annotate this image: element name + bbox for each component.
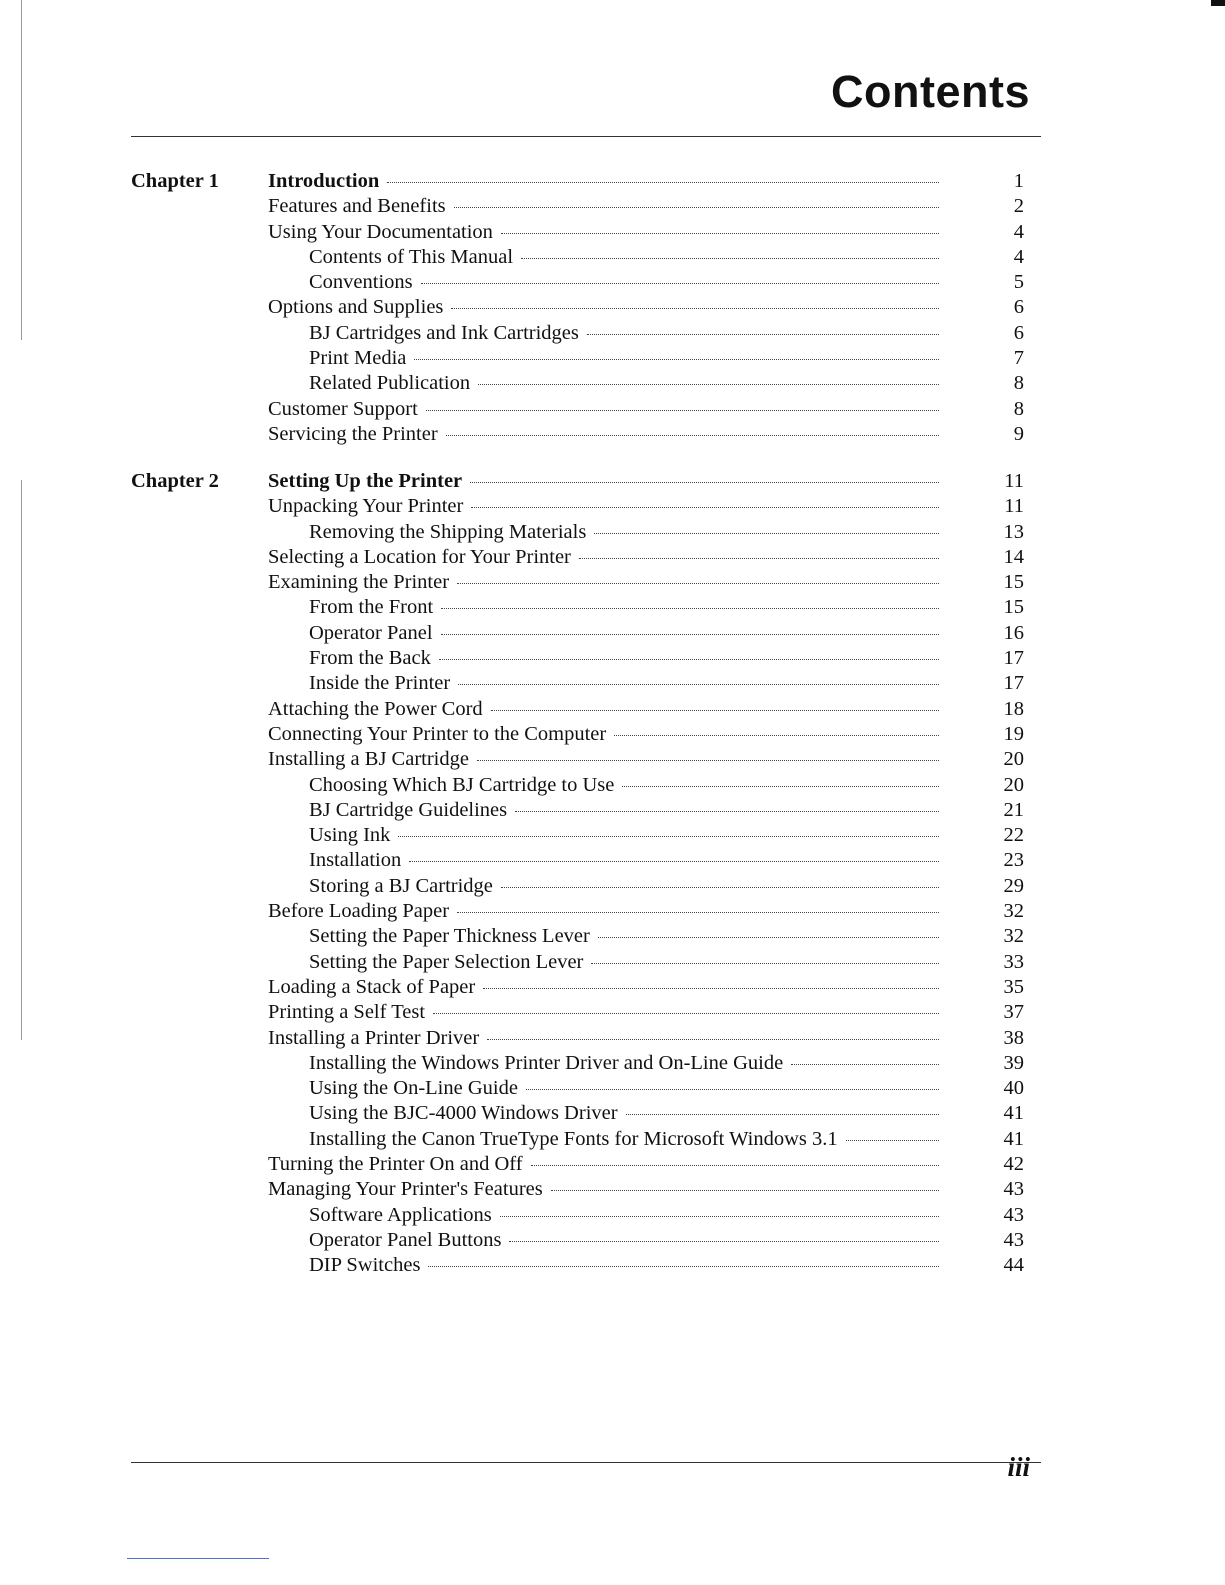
toc-entry-page: 38 [1003,1026,1024,1049]
toc-entry-page: 41 [1003,1127,1024,1150]
toc-entry-title: Setting the Paper Selection Lever [309,950,584,973]
dot-leader [454,207,939,208]
toc-entry-title: Installing a BJ Cartridge [268,748,469,771]
toc-entry [268,397,1041,422]
chapter-label: Chapter 1 [131,170,219,192]
toc-entry-title: Related Publication [309,372,471,395]
dot-leader [846,1140,939,1141]
toc-entry-title: Storing a BJ Cartridge [309,874,493,897]
toc-entry-page: 43 [1003,1228,1024,1251]
toc-entry-title: Print Media [309,347,407,370]
chapter-label: Chapter 2 [131,470,219,492]
toc-entry [268,1026,1041,1051]
dot-leader [614,735,939,736]
toc-entry [268,671,1041,696]
dot-leader [587,334,939,335]
dot-leader [409,861,939,862]
dot-leader [491,710,939,711]
toc-entry-page: 43 [1003,1203,1024,1226]
dot-leader [500,1216,939,1217]
dot-leader [515,811,939,812]
toc-entry-title: Installing a Printer Driver [268,1026,480,1049]
toc-entry-title: Before Loading Paper [268,900,450,923]
toc-entry [268,621,1041,646]
toc-entry-page: 39 [1003,1051,1024,1074]
dot-leader [551,1190,939,1191]
toc-entry [268,823,1041,848]
toc-entry-page: 6 [1013,296,1024,319]
toc-entry [268,1177,1041,1202]
toc-entry-page: 42 [1003,1153,1024,1176]
toc-entry-page: 16 [1003,621,1024,644]
page-title: Contents [831,66,1030,117]
dot-leader [414,359,939,360]
toc-entry [268,194,1041,219]
toc-entry-title: Operator Panel [309,621,433,644]
toc-entry-title: Conventions [309,271,413,294]
dot-leader [509,1241,939,1242]
toc-entry-page: 35 [1003,975,1024,998]
dot-leader [457,583,939,584]
toc-entry-page: 11 [1004,495,1024,518]
toc-entry-page: 15 [1003,596,1024,619]
toc-entry-title: Connecting Your Printer to the Computer [268,722,607,745]
toc-entry-page: 21 [1003,798,1024,821]
toc-entry-page: 20 [1003,748,1024,771]
toc-entry-title: Using Your Documentation [268,220,493,243]
toc-entry [268,798,1041,823]
toc-entry-page: 23 [1003,849,1024,872]
toc-entry-title: Installation [309,849,402,872]
toc-entry-title: Selecting a Location for Your Printer [268,545,571,568]
dot-leader [471,507,939,508]
toc-entry-title: Options and Supplies [268,296,444,319]
toc-entry [268,545,1041,570]
dot-leader [622,786,939,787]
toc-entry-page: 17 [1003,672,1024,695]
toc-entry [268,924,1041,949]
dot-leader [579,558,939,559]
toc-entry [268,747,1041,772]
toc-entry-title: Using the BJC-4000 Windows Driver [309,1102,618,1125]
dot-leader [457,912,939,913]
dot-leader [531,1165,939,1166]
toc-entry-title: Examining the Printer [268,571,450,594]
toc-entry [268,646,1041,671]
dot-leader [433,1013,939,1014]
dot-leader [387,182,939,183]
dot-leader [501,233,939,234]
dot-leader [626,1114,939,1115]
toc-entry [268,469,1041,494]
toc-entry-page: 4 [1013,220,1024,243]
toc-entry [268,595,1041,620]
toc-entry [268,1228,1041,1253]
toc-entry [268,1127,1041,1152]
toc-entry [268,245,1041,270]
toc-entry-page: 13 [1003,520,1024,543]
toc-entry-title: Attaching the Power Cord [268,697,483,720]
toc-entry [268,570,1041,595]
scan-edge-line [21,0,22,340]
toc-entry [268,169,1041,194]
dot-leader [470,482,939,483]
toc-entry [268,494,1041,519]
toc-entry-page: 11 [1004,470,1024,492]
toc-entry-page: 8 [1013,372,1024,395]
toc-entry [268,975,1041,1000]
toc-entry-title: Inside the Printer [309,672,451,695]
toc-entry [268,899,1041,924]
dot-leader [521,258,939,259]
toc-entry [268,371,1041,396]
toc-entry-title: Introduction [268,170,380,192]
toc-entry-page: 33 [1003,950,1024,973]
toc-entry-title: Unpacking Your Printer [268,495,464,518]
toc-entry-page: 44 [1003,1254,1024,1277]
scan-footer-line [127,1558,269,1559]
toc-entry-page: 8 [1013,397,1024,420]
toc-entry-title: Installing the Canon TrueType Fonts for Microsoft Windows 3.1 [309,1127,838,1150]
dot-leader [501,887,939,888]
toc-entry [268,1253,1041,1278]
toc-entry-title: Turning the Printer On and Off [268,1153,523,1176]
toc-entry-title: From the Front [309,596,434,619]
toc-entry-title: Customer Support [268,397,418,420]
toc-entry-title: Using Ink [309,824,391,847]
toc-entry-title: Loading a Stack of Paper [268,975,476,998]
toc-entry-page: 40 [1003,1077,1024,1100]
toc-entry [268,874,1041,899]
toc-entry [268,1152,1041,1177]
toc-entry-page: 37 [1003,1001,1024,1024]
toc-entry-page: 22 [1003,824,1024,847]
toc-entry-page: 14 [1003,545,1024,568]
toc-entry-title: Setting the Paper Thickness Lever [309,925,590,948]
header-rule [131,136,1041,137]
toc-entry-title: Servicing the Printer [268,422,438,445]
toc-entry-title: Using the On-Line Guide [309,1077,518,1100]
toc-entry-page: 7 [1013,347,1024,370]
dot-leader [526,1089,939,1090]
toc-entry-title: Installing the Windows Printer Driver and On-Line Guide [309,1051,784,1074]
toc-entry [268,1203,1041,1228]
toc-entry [268,346,1041,371]
dot-leader [478,384,939,385]
toc-entry [268,1000,1041,1025]
toc-entry-page: 4 [1013,245,1024,268]
dot-leader [426,410,939,411]
toc-entry-title: BJ Cartridges and Ink Cartridges [309,321,579,344]
dot-leader [446,435,939,436]
toc-entry [268,520,1041,545]
scan-edge-line [21,480,22,1040]
toc-entry-page: 5 [1013,271,1024,294]
toc-entry-page: 43 [1003,1178,1024,1201]
toc-entry-title: From the Back [309,647,431,670]
toc-entry-page: 6 [1013,321,1024,344]
dot-leader [477,760,939,761]
toc-entry [268,270,1041,295]
toc-entry [268,848,1041,873]
dot-leader [458,684,939,685]
dot-leader [791,1064,939,1065]
toc-entry-page: 17 [1003,647,1024,670]
toc-entry-page: 32 [1003,925,1024,948]
toc-entry-page: 29 [1003,874,1024,897]
toc-entry [268,950,1041,975]
dot-leader [451,308,939,309]
toc-entries [268,469,1041,1279]
toc-entry [268,773,1041,798]
toc-entry-page: 18 [1003,697,1024,720]
toc-entry-page: 19 [1003,722,1024,745]
toc-entry [268,295,1041,320]
scan-corner-mark [1211,0,1225,6]
page-number: iii [1007,1452,1030,1482]
toc-entry-page: 2 [1013,195,1024,218]
toc-entry [268,422,1041,447]
dot-leader [421,283,939,284]
dot-leader [428,1266,939,1267]
toc-entry-title: Software Applications [309,1203,492,1226]
toc-entry-title: BJ Cartridge Guidelines [309,798,508,821]
toc-entry-title: Removing the Shipping Materials [309,520,587,543]
dot-leader [591,963,939,964]
toc-entry [268,1076,1041,1101]
dot-leader [441,634,939,635]
toc-entry-title: Features and Benefits [268,195,446,218]
toc-entry [268,220,1041,245]
toc-entry-page: 15 [1003,571,1024,594]
dot-leader [439,659,939,660]
toc-entry-page: 32 [1003,900,1024,923]
toc-entry [268,722,1041,747]
toc-entry-page: 20 [1003,773,1024,796]
toc-entry-title: Managing Your Printer's Features [268,1178,543,1201]
toc-entry-page: 1 [1013,170,1024,192]
toc-entry [268,1051,1041,1076]
toc-entry [268,321,1041,346]
dot-leader [594,533,939,534]
toc-entry-title: Contents of This Manual [309,245,514,268]
dot-leader [441,608,939,609]
toc-entry [268,697,1041,722]
toc-entry-title: Choosing Which BJ Cartridge to Use [309,773,615,796]
toc-entry-title: DIP Switches [309,1254,421,1277]
dot-leader [398,836,939,837]
toc-entry-title: Operator Panel Buttons [309,1228,502,1251]
toc-entry [268,1101,1041,1126]
toc-entry-title: Setting Up the Printer [268,470,463,492]
footer-rule [131,1462,1041,1463]
toc-entries [268,169,1041,447]
toc-entry-title: Printing a Self Test [268,1001,426,1024]
toc-entry-page: 41 [1003,1102,1024,1125]
toc-entry-page: 9 [1013,422,1024,445]
dot-leader [598,937,939,938]
dot-leader [487,1039,939,1040]
dot-leader [483,988,939,989]
